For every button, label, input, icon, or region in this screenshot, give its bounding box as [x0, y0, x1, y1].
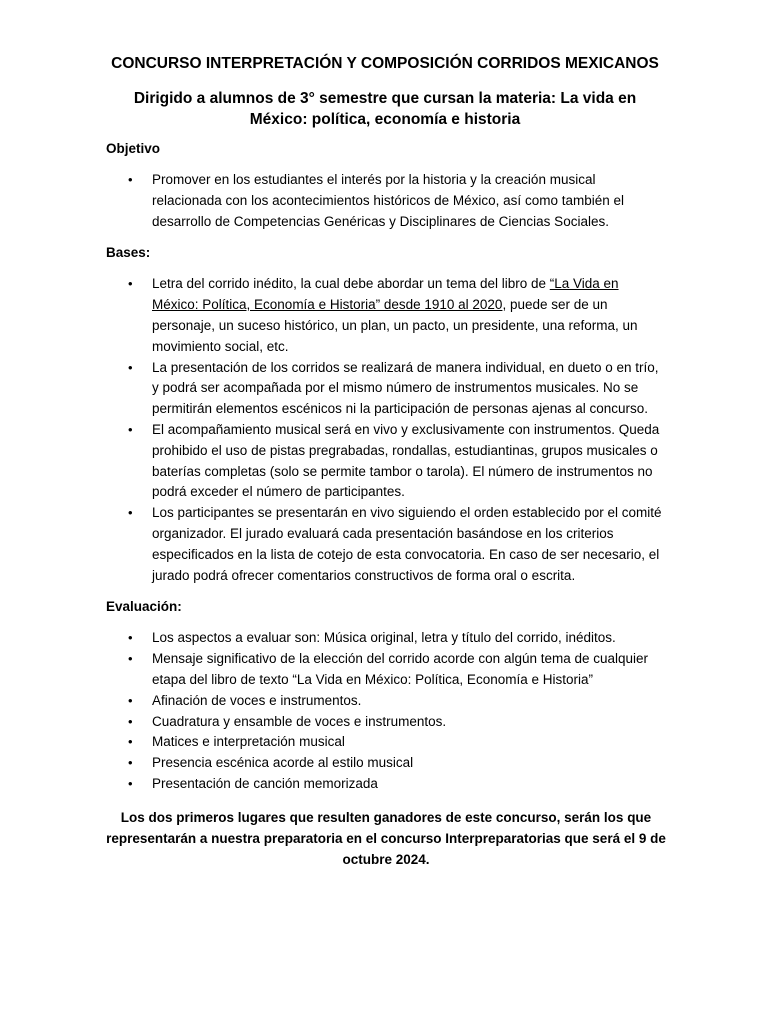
- bullet-icon: •: [128, 734, 133, 750]
- list-item: [106, 420, 664, 503]
- bases-heading: Bases:: [106, 245, 151, 261]
- list-item: [106, 712, 664, 733]
- evaluacion-item-text: Presentación de canción memorizada: [152, 775, 378, 791]
- evaluacion-item-text: Afinación de voces e instrumentos.: [152, 692, 362, 708]
- list-item: [106, 691, 664, 712]
- evaluacion-item-text: Los aspectos a evaluar son: Música original, letra y título del corrido, inéditos.: [152, 630, 616, 646]
- evaluacion-item-text: Cuadratura y ensamble de voces e instrumentos.: [152, 713, 447, 729]
- bullet-icon: •: [128, 276, 133, 292]
- bullet-icon: •: [128, 421, 133, 437]
- document-subtitle: Dirigido a alumnos de 3° semestre que cursan la materia: La vida en México: política, economía e historia: [133, 90, 637, 128]
- document-title: CONCURSO INTERPRETACIÓN Y COMPOSICIÓN CORRIDOS MEXICANOS: [111, 55, 659, 72]
- list-item: [106, 503, 664, 586]
- list-item: [106, 753, 664, 774]
- book-title-reference: “La Vida en México: Política, Economía e Historia” desde 1910 al 2020: [152, 276, 619, 313]
- list-item: [106, 358, 664, 420]
- bullet-icon: •: [128, 505, 133, 521]
- bullet-icon: •: [128, 692, 133, 708]
- evaluacion-item-text: Presencia escénica acorde al estilo musical: [152, 755, 414, 771]
- bullet-icon: •: [128, 713, 133, 729]
- closing-statement: Los dos primeros lugares que resulten ganadores de este concurso, serán los que representarán a nuestra preparatoria en el concurso Interpreparatorias que será el 9 de octubre 2024.: [106, 809, 666, 867]
- bullet-icon: •: [128, 755, 133, 771]
- list-item: [106, 170, 664, 232]
- bullet-icon: •: [128, 359, 133, 375]
- evaluacion-item-text: Matices e interpretación musical: [152, 734, 345, 750]
- objetivo-heading: Objetivo: [106, 141, 161, 156]
- bases-item-text: La presentación de los corridos se realizará de manera individual, en dueto o en trío, y podrá ser acompañada por el mismo número de instrumentos musicales. No se permitirán elementos escénicos ni la participación de personas ajenas al concurso.: [152, 359, 659, 417]
- bases-list: [106, 274, 664, 586]
- list-item: [106, 732, 664, 753]
- objetivo-list: [106, 170, 664, 232]
- evaluacion-list: [106, 628, 664, 794]
- evaluacion-heading: Evaluación:: [106, 599, 182, 615]
- list-item: [106, 274, 664, 357]
- bullet-icon: •: [128, 651, 133, 667]
- list-item: [106, 649, 664, 691]
- bullet-icon: •: [128, 630, 133, 646]
- bullet-icon: •: [128, 172, 133, 187]
- objetivo-text: Promover en los estudiantes el interés por la historia y la creación musical relacionada con los acontecimientos históricos de México, así como también el desarrollo de Competencias Genéricas y Disciplinares de Ciencias Sociales.: [152, 172, 624, 229]
- evaluacion-item-text: Mensaje significativo de la elección del corrido acorde con algún tema de cualquier etapa del libro de texto “La Vida en México: Política, Economía e Historia”: [152, 651, 649, 687]
- list-item: [106, 774, 664, 795]
- bases-item-text: , puede ser de un personaje, un suceso histórico, un plan, un pacto, un presidente, una reforma, un movimiento social, etc.: [152, 297, 638, 354]
- bases-item-text: Letra del corrido inédito, la cual debe abordar un tema del libro de: [152, 276, 550, 292]
- list-item: [106, 628, 664, 649]
- bases-item-text: El acompañamiento musical será en vivo y exclusivamente con instrumentos. Queda prohibido el uso de pistas pregrabadas, rondallas, estudiantinas, grupos musicales o baterías completas (solo se permite tambor o tarola). El número de instrumentos no podrá exceder el número de participantes.: [152, 421, 660, 500]
- bases-item-text: Los participantes se presentarán en vivo siguiendo el orden establecido por el comité organizador. El jurado evaluará cada presentación basándose en los criterios especificados en la lista de cotejo de esta convocatoria. En caso de ser necesario, el jurado podrá ofrecer comentarios constructivos de forma oral o escrita.: [152, 505, 662, 583]
- bullet-icon: •: [128, 775, 133, 791]
